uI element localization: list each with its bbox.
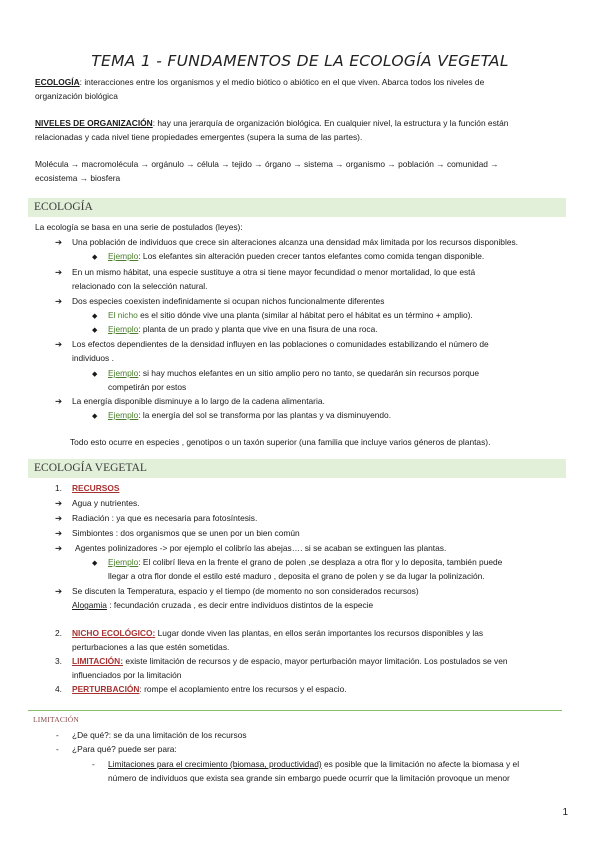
postulado-4: Los efectos dependientes de la densidad influyen en las poblaciones o comunidades estabilizando el número de bbox=[72, 339, 489, 349]
ecologia-definition: ECOLOGÍA: interacciones entre los organismos y el medio biótico o abiótico en el que viven. Abarca todos los niveles de bbox=[35, 77, 485, 87]
recurso-1: Agua y nutrientes. bbox=[72, 498, 140, 508]
dash-bullet: - bbox=[92, 759, 95, 769]
dash-bullet: - bbox=[56, 730, 59, 740]
recurso-3: Simbiontes : dos organismos que se unen por un bien común bbox=[72, 528, 300, 538]
page-number: 1 bbox=[562, 807, 568, 818]
recurso-4-example-cont: llegar a otra flor donde el estilo esté maduro , deposita el grano de polen y se da lugar la polinización. bbox=[108, 571, 485, 581]
postulado-4-cont: individuos . bbox=[72, 353, 114, 363]
postulados-lead: La ecología se basa en una serie de postulados (leyes): bbox=[35, 222, 243, 232]
diamond-bullet-icon: ◆ bbox=[92, 560, 98, 567]
postulado-2-cont: relacionado con la selección natural. bbox=[72, 281, 208, 291]
bullet-arrow-icon: ➔ bbox=[55, 513, 63, 523]
postulado-3-example: Ejemplo: planta de un prado y planta que vive en una fisura de una roca. bbox=[108, 324, 378, 334]
section-heading-text: ECOLOGÍA bbox=[34, 201, 93, 213]
diamond-bullet-icon: ◆ bbox=[92, 313, 98, 320]
recurso-5: Se discuten la Temperatura, espacio y el tiempo (de momento no son considerados recursos) bbox=[72, 586, 419, 596]
diamond-bullet-icon: ◆ bbox=[92, 327, 98, 334]
postulado-5-example: Ejemplo: la energía del sol se transforma por las plantas y va disminuyendo. bbox=[108, 410, 392, 420]
dash-bullet: - bbox=[56, 744, 59, 754]
recurso-4-example: Ejemplo: El colibrí lleva en la frente el grano de polen ,se desplaza a otra flor y lo deposita, también puede bbox=[108, 557, 503, 567]
perturbacion-item: PERTURBACIÓN: rompe el acoplamiento entre los recursos y el espacio. bbox=[72, 684, 347, 694]
limitacion-crecimiento: Limitaciones para el crecimiento (biomasa, productividad) es posible que la limitación no afecte la biomasa y el bbox=[108, 759, 520, 769]
section-heading-ecologia bbox=[28, 198, 566, 217]
section-heading-text: ECOLOGÍA VEGETAL bbox=[34, 462, 147, 474]
bullet-arrow-icon: ➔ bbox=[55, 498, 63, 508]
postulado-1: Una población de individuos que crece sin alteraciones alcanza una densidad máx limitada por los recursos disponibles. bbox=[72, 237, 518, 247]
bullet-arrow-icon: ➔ bbox=[55, 339, 63, 349]
page-title: TEMA 1 - FUNDAMENTOS DE LA ECOLOGÍA VEGETAL bbox=[91, 52, 509, 70]
organization-chain-cont: ecosistema → biosfera bbox=[35, 173, 121, 183]
ecologia-term: ECOLOGÍA bbox=[35, 77, 80, 87]
limitacion-item-cont: influenciados por la limitación bbox=[72, 670, 182, 680]
recurso-2: Radiación : ya que es necesaria para fotosíntesis. bbox=[72, 513, 258, 523]
organization-chain: Molécula → macromolécula → orgánulo → célula → tejido → órgano → sistema → organismo → población → comunidad → bbox=[35, 159, 499, 169]
nicho-ecologico: NICHO ECOLÓGICO: Lugar donde viven las plantas, en ellos serán importantes los recursos disponibles y las bbox=[72, 628, 484, 638]
postulados-closing: Todo esto ocurre en especies , genotipos o un taxón superior (una familia que incluye varios géneros de plantas). bbox=[70, 437, 491, 447]
postulado-4-example-cont: competirán por estos bbox=[108, 382, 187, 392]
diamond-bullet-icon: ◆ bbox=[92, 254, 98, 261]
ecologia-definition-cont: organización biológica bbox=[35, 91, 118, 101]
section-divider bbox=[28, 710, 562, 711]
limitacion-crecimiento-cont: número de individuos que exista sea grande sin embargo puede ocurrir que la limitación provoque un menor bbox=[108, 773, 510, 783]
diamond-bullet-icon: ◆ bbox=[92, 413, 98, 420]
recursos-heading: RECURSOS bbox=[72, 483, 120, 493]
bullet-arrow-icon: ➔ bbox=[55, 543, 63, 553]
list-number: 3. bbox=[55, 656, 62, 666]
bullet-arrow-icon: ➔ bbox=[55, 586, 63, 596]
niveles-definition: NIVELES DE ORGANIZACIÓN: hay una jerarquía de organización biológica. En cualquier nivel, la estructura y la función están bbox=[35, 118, 509, 128]
bullet-arrow-icon: ➔ bbox=[55, 296, 63, 306]
bullet-arrow-icon: ➔ bbox=[55, 237, 63, 247]
diamond-bullet-icon: ◆ bbox=[92, 371, 98, 378]
niveles-definition-cont: relacionadas y cada nivel tiene propiedades emergentes (supera la suma de las partes). bbox=[35, 132, 363, 142]
postulado-2: En un mismo hábitat, una especie sustituye a otra si tiene mayor fecundidad o menor mortalidad, lo que está bbox=[72, 267, 476, 277]
bullet-arrow-icon: ➔ bbox=[55, 396, 63, 406]
section-heading-ecologia-vegetal bbox=[28, 459, 566, 478]
limitacion-q2: ¿Para qué? puede ser para: bbox=[72, 744, 177, 754]
alogamia-definition: Alogamia : fecundación cruzada , es decir entre individuos distintos de la especie bbox=[72, 600, 374, 610]
postulado-1-example: Ejemplo: Los elefantes sin alteración pueden crecer tantos elefantes como comida tengan disponible. bbox=[108, 251, 485, 261]
postulado-3: Dos especies coexisten indefinidamente si ocupan nichos funcionalmente diferentes bbox=[72, 296, 385, 306]
nicho-ecologico-cont: perturbaciones a las que estén sometidas. bbox=[72, 642, 230, 652]
postulado-3-nicho: El nicho es el sitio dónde vive una planta (similar al hábitat pero el hábitat es un término + amplio). bbox=[108, 310, 473, 320]
bullet-arrow-icon: ➔ bbox=[55, 267, 63, 277]
list-number: 2. bbox=[55, 628, 62, 638]
list-number: 4. bbox=[55, 684, 62, 694]
postulado-5: La energía disponible disminuye a lo largo de la cadena alimentaria. bbox=[72, 396, 325, 406]
recurso-4: Agentes polinizadores -> por ejemplo el colibrío las abejas…. si se acaban se extinguen las plantas. bbox=[75, 543, 447, 553]
postulado-4-example: Ejemplo: si hay muchos elefantes en un sitio amplio pero no tanto, se quedarán sin recursos porque bbox=[108, 368, 480, 378]
limitacion-item: LIMITACIÓN: existe limitación de recursos y de espacio, mayor perturbación mayor limitación. Los postulados se ven bbox=[72, 656, 508, 666]
bullet-arrow-icon: ➔ bbox=[55, 528, 63, 538]
limitacion-q1: ¿De qué?: se da una limitación de los recursos bbox=[72, 730, 247, 740]
section-heading-limitacion: LIMITACIÓN bbox=[33, 715, 79, 724]
niveles-term: NIVELES DE ORGANIZACIÓN bbox=[35, 118, 153, 128]
list-number: 1. bbox=[55, 483, 62, 493]
